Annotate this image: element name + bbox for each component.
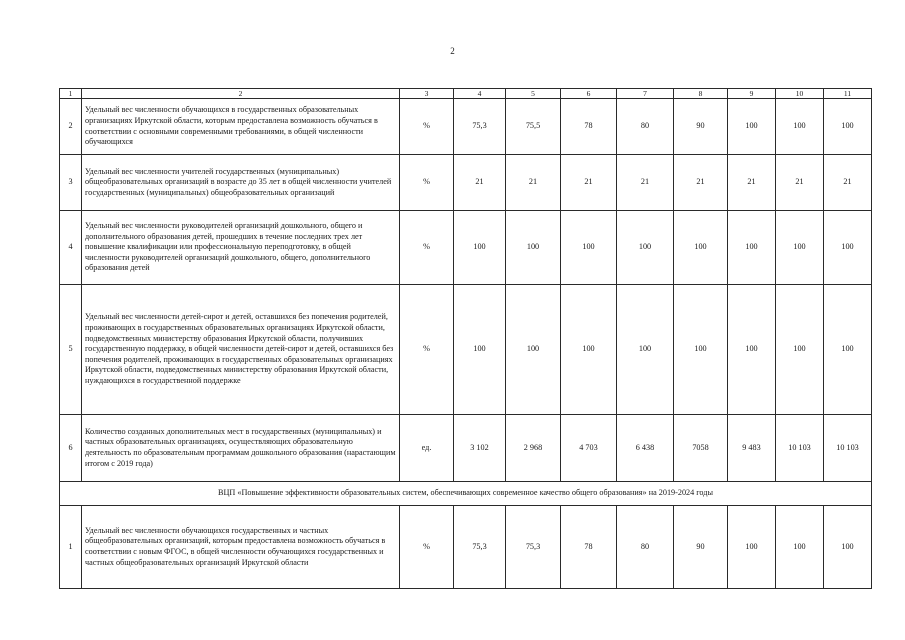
- header-cell: 6: [561, 89, 617, 99]
- value-cell: 10 103: [824, 415, 872, 482]
- value-cell: 9 483: [728, 415, 776, 482]
- unit-cell: ед.: [400, 415, 454, 482]
- header-cell: 7: [617, 89, 674, 99]
- value-cell: 100: [617, 285, 674, 415]
- value-cell: 100: [776, 285, 824, 415]
- unit-cell: %: [400, 285, 454, 415]
- value-cell: 21: [617, 155, 674, 211]
- value-cell: 21: [776, 155, 824, 211]
- section-header-row: [60, 482, 872, 506]
- value-cell: 100: [674, 285, 728, 415]
- unit-cell: %: [400, 211, 454, 285]
- value-cell: 75,5: [506, 99, 561, 155]
- indicator-description: Удельный вес численности обучающихся в государственных образовательных организациях Иркутской области, которым предоставлена возможность обучаться в соответствии с основными современными требованиями, в общей численности обучающихся: [82, 99, 400, 155]
- header-cell: 4: [454, 89, 506, 99]
- value-cell: 21: [454, 155, 506, 211]
- value-cell: 100: [728, 506, 776, 589]
- value-cell: 100: [824, 506, 872, 589]
- value-cell: 7058: [674, 415, 728, 482]
- value-cell: 21: [728, 155, 776, 211]
- value-cell: 78: [561, 506, 617, 589]
- header-cell: 3: [400, 89, 454, 99]
- value-cell: 3 102: [454, 415, 506, 482]
- value-cell: 100: [561, 285, 617, 415]
- value-cell: 100: [617, 211, 674, 285]
- row-number: 1: [60, 506, 82, 589]
- indicator-description: Удельный вес численности учителей государственных (муниципальных) общеобразовательных организаций в возрасте до 35 лет в общей численности учителей государственных (муниципальных) общеобразовательных организаций: [82, 155, 400, 211]
- row-number: 2: [60, 99, 82, 155]
- value-cell: 2 968: [506, 415, 561, 482]
- row-number: 5: [60, 285, 82, 415]
- header-cell: 8: [674, 89, 728, 99]
- header-cell: 1: [60, 89, 82, 99]
- table-row: [60, 415, 872, 482]
- header-cell: 5: [506, 89, 561, 99]
- value-cell: 100: [506, 211, 561, 285]
- value-cell: 100: [728, 285, 776, 415]
- table-row: [60, 506, 872, 589]
- value-cell: 100: [776, 211, 824, 285]
- value-cell: 100: [776, 506, 824, 589]
- unit-cell: %: [400, 155, 454, 211]
- value-cell: 75,3: [506, 506, 561, 589]
- header-cell: 11: [824, 89, 872, 99]
- value-cell: 21: [506, 155, 561, 211]
- table-row: [60, 285, 872, 415]
- table-row: [60, 155, 872, 211]
- indicators-table: [59, 88, 872, 589]
- value-cell: 21: [561, 155, 617, 211]
- page-number: 2: [450, 46, 455, 56]
- row-number: 4: [60, 211, 82, 285]
- value-cell: 100: [776, 99, 824, 155]
- indicator-description: Удельный вес численности руководителей организаций дошкольного, общего и дополнительного образования детей, прошедших в течение последних трех лет повышение квалификации или профессиональную переподготовку, в общей численности руководителей организаций дошкольного, общего, дополнительного образования детей: [82, 211, 400, 285]
- value-cell: 90: [674, 99, 728, 155]
- value-cell: 4 703: [561, 415, 617, 482]
- value-cell: 100: [674, 211, 728, 285]
- value-cell: 21: [824, 155, 872, 211]
- section-title: ВЦП «Повышение эффективности образовательных систем, обеспечивающих современное качество общего образования» на 2019-2024 годы: [60, 482, 872, 506]
- header-cell: 9: [728, 89, 776, 99]
- table-row: [60, 99, 872, 155]
- value-cell: 100: [824, 99, 872, 155]
- value-cell: 10 103: [776, 415, 824, 482]
- value-cell: 90: [674, 506, 728, 589]
- header-cell: 10: [776, 89, 824, 99]
- indicator-description: Удельный вес численности детей-сирот и детей, оставшихся без попечения родителей, проживающих в государственных образовательных организациях Иркутской области, подведомственных министерству образования Иркутской области, получивших государственную поддержку, в общей численности детей-сирот и детей, оставшихся без попечения родителей, проживающих в государственных образовательных организациях Иркутской области, подведомственных министерству образования Иркутской области, нуждающихся в государственной поддержке: [82, 285, 400, 415]
- value-cell: 100: [506, 285, 561, 415]
- value-cell: 21: [674, 155, 728, 211]
- value-cell: 100: [728, 211, 776, 285]
- row-number: 6: [60, 415, 82, 482]
- value-cell: 100: [824, 211, 872, 285]
- row-number: 3: [60, 155, 82, 211]
- header-row: [60, 89, 872, 99]
- unit-cell: %: [400, 506, 454, 589]
- value-cell: 80: [617, 506, 674, 589]
- value-cell: 75,3: [454, 99, 506, 155]
- value-cell: 100: [561, 211, 617, 285]
- indicator-description: Удельный вес численности обучающихся государственных и частных общеобразовательных организаций, которым предоставлена возможность обучаться в соответствии с новым ФГОС, в общей численности обучающихся государственных и частных общеобразовательных организаций Иркутской области: [82, 506, 400, 589]
- value-cell: 6 438: [617, 415, 674, 482]
- indicator-description: Количество созданных дополнительных мест в государственных (муниципальных) и частных образовательных организациях, осуществляющих образовательную деятельность по образовательным программам дошкольного образования (нарастающим итогом с 2019 года): [82, 415, 400, 482]
- value-cell: 100: [824, 285, 872, 415]
- value-cell: 100: [728, 99, 776, 155]
- table-row: [60, 211, 872, 285]
- value-cell: 80: [617, 99, 674, 155]
- value-cell: 75,3: [454, 506, 506, 589]
- value-cell: 100: [454, 211, 506, 285]
- unit-cell: %: [400, 99, 454, 155]
- value-cell: 78: [561, 99, 617, 155]
- value-cell: 100: [454, 285, 506, 415]
- header-cell: 2: [82, 89, 400, 99]
